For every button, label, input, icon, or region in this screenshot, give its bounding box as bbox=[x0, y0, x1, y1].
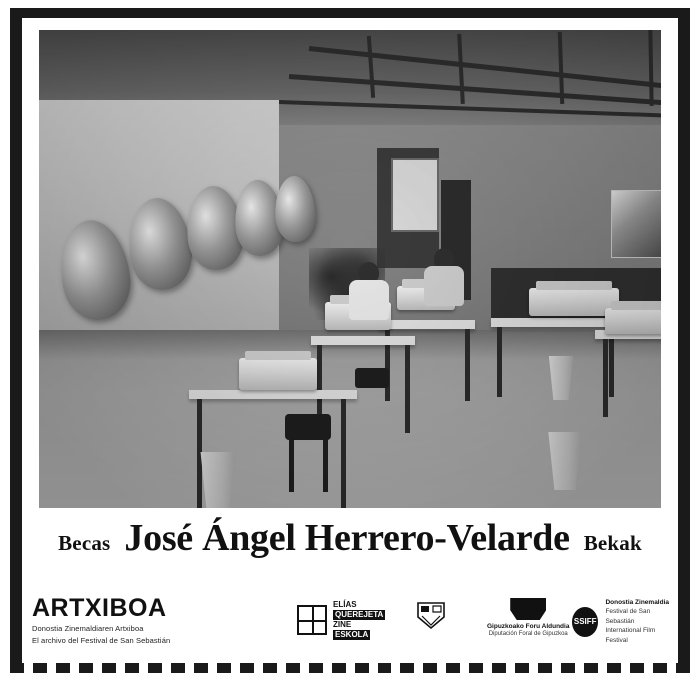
dash bbox=[653, 663, 667, 673]
dash bbox=[515, 663, 529, 673]
dash bbox=[469, 663, 483, 673]
logo-bar bbox=[32, 596, 672, 652]
dash bbox=[332, 663, 346, 673]
dash bbox=[10, 663, 24, 673]
dash bbox=[56, 663, 70, 673]
poster-title bbox=[39, 516, 661, 576]
artxiboa-subtitle-eu: Donostia Zinemaldiaren Artxiboa bbox=[32, 624, 144, 633]
eqze-mark-icon bbox=[297, 605, 327, 635]
logo-artxiboa bbox=[32, 596, 170, 645]
gipuzkoa-shield-icon bbox=[510, 598, 546, 620]
dash bbox=[676, 663, 690, 673]
dash bbox=[33, 663, 47, 673]
dash bbox=[240, 663, 254, 673]
dash bbox=[492, 663, 506, 673]
ssiff-line-2: Festival de San Sebastián bbox=[605, 608, 651, 625]
logo-ssiff bbox=[572, 598, 672, 645]
dash bbox=[194, 663, 208, 673]
dash bbox=[446, 663, 460, 673]
dash bbox=[171, 663, 185, 673]
frame-border-bottom-dashes bbox=[10, 663, 690, 673]
dash bbox=[217, 663, 231, 673]
dash bbox=[378, 663, 392, 673]
dash bbox=[561, 663, 575, 673]
dash bbox=[538, 663, 552, 673]
dash bbox=[607, 663, 621, 673]
eqze-line-2: QUEREJETA bbox=[335, 610, 384, 619]
dash bbox=[355, 663, 369, 673]
ssiff-wordmark bbox=[605, 598, 672, 645]
frame-border-left bbox=[10, 8, 22, 673]
eqze-line-1: ELÍAS bbox=[333, 600, 357, 609]
gipuzkoa-line-1: Gipuzkoako Foru Aldundia bbox=[487, 623, 570, 630]
dash bbox=[423, 663, 437, 673]
page-title: José Ángel Herrero-Velarde bbox=[124, 517, 570, 559]
dash bbox=[309, 663, 323, 673]
title-left-label: Becas bbox=[58, 531, 111, 555]
photo-grain bbox=[39, 30, 661, 508]
eqze-line-4: ESKOLA bbox=[335, 630, 369, 639]
dash bbox=[630, 663, 644, 673]
dash bbox=[125, 663, 139, 673]
dash bbox=[400, 663, 414, 673]
dash bbox=[263, 663, 277, 673]
archive-photograph bbox=[39, 30, 661, 508]
dash bbox=[148, 663, 162, 673]
frame-border-top bbox=[10, 8, 690, 18]
logo-elias-querejeta-zine-eskola bbox=[297, 600, 385, 640]
logo-gipuzkoa bbox=[487, 598, 569, 639]
frame-border-right bbox=[678, 8, 690, 673]
eqze-line-3: ZINE bbox=[333, 620, 352, 629]
eqze-wordmark bbox=[333, 600, 385, 640]
ssiff-disc-icon: SSIFF bbox=[572, 607, 598, 637]
dash bbox=[286, 663, 300, 673]
ssiff-line-3: International Film Festival bbox=[605, 627, 656, 644]
artxiboa-wordmark: ARTXIBOA bbox=[32, 594, 167, 622]
photo-scene bbox=[39, 30, 661, 508]
coat-of-arms-icon bbox=[416, 600, 446, 630]
gipuzkoa-line-2: Diputación Foral de Gipuzkoa bbox=[488, 631, 568, 638]
dash bbox=[79, 663, 93, 673]
artxiboa-subtitle-es: El archivo del Festival de San Sebastián bbox=[32, 636, 171, 645]
title-right-label: Bekak bbox=[583, 531, 642, 555]
dash bbox=[102, 663, 116, 673]
ssiff-line-1: Donostia Zinemaldia bbox=[605, 599, 670, 606]
dash bbox=[584, 663, 598, 673]
